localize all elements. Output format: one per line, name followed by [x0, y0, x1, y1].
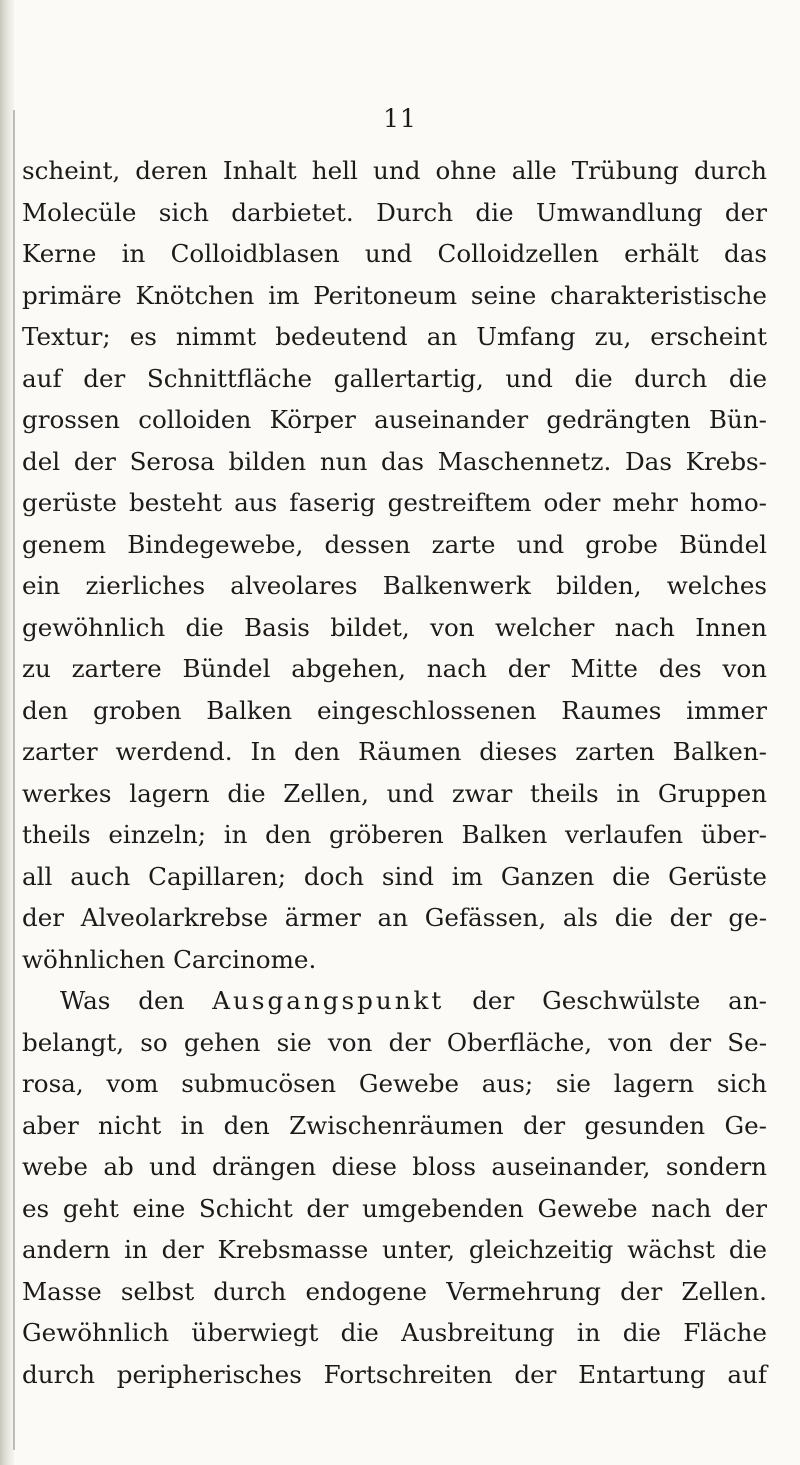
- text-line: del der Serosa bilden nun das Maschennetz. Das Krebs-: [22, 446, 767, 476]
- text-line: zu zartere Bündel abgehen, nach der Mitte des von: [22, 654, 767, 683]
- text-line: primäre Knötchen im Peritoneum seine charakteristische: [22, 280, 767, 310]
- text-line: Kerne in Colloidblasen und Colloidzellen erhält das: [22, 239, 767, 268]
- text-line: werkes lagern die Zellen, und zwar theils in Gruppen: [22, 778, 767, 808]
- text-line: Textur; es nimmt bedeutend an Umfang zu, erscheint: [22, 322, 767, 351]
- text-line: gewöhnlich die Basis bildet, von welcher nach Innen: [22, 612, 767, 642]
- text-segment: der Geschwülste an-: [472, 986, 767, 1015]
- text-line: webe ab und drängen diese bloss auseinander, sondern: [22, 1152, 767, 1181]
- text-line: genem Bindegewebe, dessen zarte und grobe Bündel: [22, 529, 767, 559]
- text-line: Gewöhnlich überwiegt die Ausbreitung in die Fläche: [22, 1318, 767, 1347]
- paragraph-2-first-line: [22, 980, 767, 1022]
- binding-edge: [13, 110, 15, 1450]
- text-line: gerüste besteht aus faserig gestreiftem oder mehr homo-: [22, 488, 767, 517]
- text-line: Masse selbst durch endogene Vermehrung der Zellen.: [22, 1276, 767, 1306]
- text-line: scheint, deren Inhalt hell und ohne alle Trübung durch: [22, 156, 767, 185]
- text-line: zarter werdend. In den Räumen dieses zarten Balken-: [22, 737, 767, 766]
- text-line: all auch Capillaren; doch sind im Ganzen die Gerüste: [22, 861, 767, 891]
- text-line: den groben Balken eingeschlossenen Raumes immer: [22, 695, 767, 725]
- text-line: ein zierliches alveolares Balkenwerk bilden, welches: [22, 571, 767, 600]
- spaced-emphasis: Ausgangspunkt: [212, 986, 445, 1015]
- text-line: grossen colloiden Körper auseinander gedrängten Bün-: [22, 405, 767, 434]
- text-line: auf der Schnittfläche gallertartig, und die durch die: [22, 363, 767, 393]
- text-line: rosa, vom submucösen Gewebe aus; sie lagern sich: [22, 1069, 767, 1098]
- page-number: 11: [383, 104, 417, 133]
- text-segment: Was den: [60, 986, 185, 1015]
- text-line: es geht eine Schicht der umgebenden Gewebe nach der: [22, 1193, 767, 1223]
- text-line: belangt, so gehen sie von der Oberfläche, von der Se-: [22, 1027, 767, 1057]
- text-line: Molecüle sich darbietet. Durch die Umwandlung der: [22, 197, 767, 227]
- text-line: andern in der Krebsmasse unter, gleichzeitig wächst die: [22, 1235, 767, 1264]
- text-line: der Alveolarkrebse ärmer an Gefässen, als die der ge-: [22, 903, 767, 932]
- text-line: durch peripherisches Fortschreiten der Entartung auf: [22, 1359, 767, 1389]
- body-text: [22, 150, 767, 1395]
- book-gutter: [0, 0, 14, 1465]
- text-line: aber nicht in den Zwischenräumen der gesunden Ge-: [22, 1110, 767, 1140]
- text-line: wöhnlichen Carcinome.: [22, 944, 317, 974]
- text-line: theils einzeln; in den gröberen Balken verlaufen über-: [22, 820, 767, 849]
